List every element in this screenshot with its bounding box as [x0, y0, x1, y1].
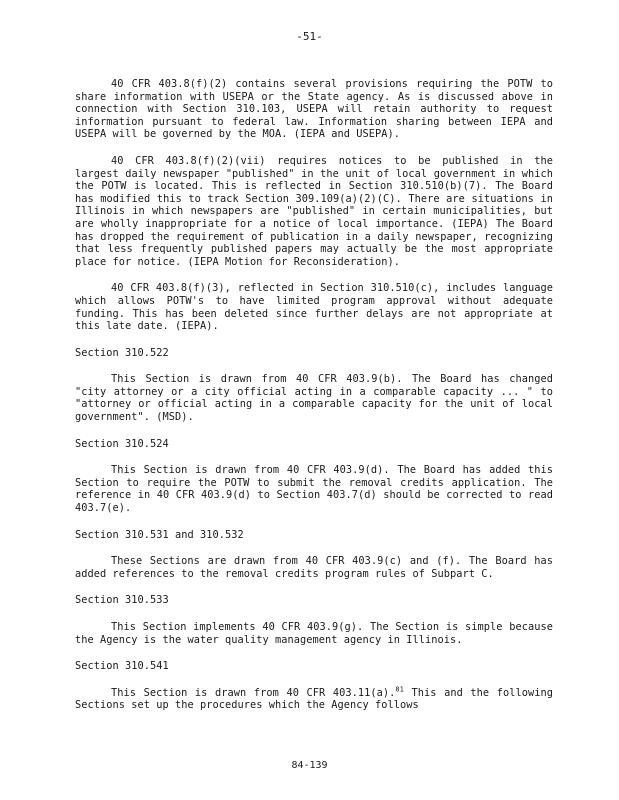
- paragraph-310-541: [75, 687, 553, 712]
- footnote-marker: 81: [395, 685, 404, 694]
- section-heading-310-531-532: Section 310.531 and 310.532: [75, 528, 244, 541]
- paragraph-310-524: This Section is drawn from 40 CFR 403.9(d). The Board has added this Section to require the POTW to submit the removal credits application. The reference in 40 CFR 403.9(d) to Section 403.7(d) should be corrected to read 403.7(e).: [75, 464, 553, 515]
- paragraph-program-funding: 40 CFR 403.8(f)(3), reflected in Section 310.510(c), includes language which allows POTW's to have limited program approval without adequate funding. This has been deleted since further delays are not appropriate at this late date. (IEPA).: [75, 282, 553, 333]
- paragraph-310-522: This Section is drawn from 40 CFR 403.9(b). The Board has changed "city attorney or a city official acting in a comparable capacity ... " to "attorney or official acting in a comparable capacity for the unit of local government". (MSD).: [75, 373, 553, 424]
- body-text: [75, 78, 553, 726]
- paragraph-310-541-start: This Section is drawn from 40 CFR 403.11(a).: [111, 686, 396, 699]
- footer-reference: 84-139: [291, 760, 328, 771]
- section-heading-310-533: Section 310.533: [75, 594, 169, 607]
- paragraph-newspaper-notice: 40 CFR 403.8(f)(2)(vii) requires notices to be published in the largest daily newspaper "published" in the unit of local government in which the POTW is located. This is reflected in Section 310.510(b)(7). The Board has modified this to track Section 309.109(a)(2)(C). There are situations in Illinois in which newspapers are "published" in certain municipalities, but are wholly inappropriate for a notice of local importance. (IEPA) The Board has dropped the requirement of publication in a daily newspaper, recognizing that less frequently published papers may actually be the most appropriate place for notice. (IEPA Motion for Reconsideration).: [75, 154, 553, 268]
- paragraph-310-533: This Section implements 40 CFR 403.9(g). The Section is simple because the Agency is the water quality management agency in Illinois.: [75, 621, 553, 646]
- paragraph-310-541-rest: This and the following Sections set up the procedures which the Agency follows: [75, 686, 554, 712]
- section-heading-310-522: Section 310.522: [75, 346, 169, 359]
- section-heading-310-524: Section 310.524: [75, 437, 169, 450]
- page-number: -51-: [296, 30, 323, 43]
- paragraph-310-531-532: These Sections are drawn from 40 CFR 403.9(c) and (f). The Board has added references to the removal credits program rules of Subpart C.: [75, 555, 553, 580]
- paragraph-info-sharing: 40 CFR 403.8(f)(2) contains several provisions requiring the POTW to share information with USEPA or the State agency. As is discussed above in connection with Section 310.103, USEPA will retain authority to request information pursuant to federal law. Information sharing between IEPA and USEPA will be governed by the MOA. (IEPA and USEPA).: [75, 78, 553, 141]
- section-heading-310-541: Section 310.541: [75, 660, 169, 673]
